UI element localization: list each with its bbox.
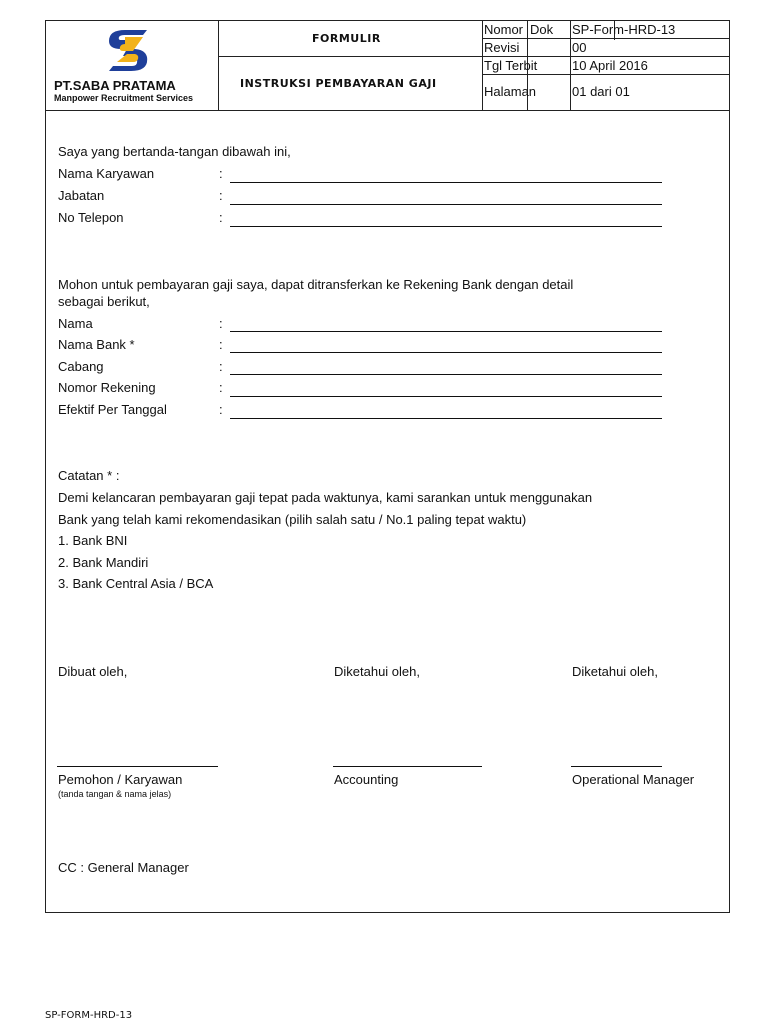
meta-value-revisi: 00 xyxy=(572,40,587,55)
colon: : xyxy=(219,380,223,395)
header-divider-logo xyxy=(218,20,219,110)
colon: : xyxy=(219,188,223,203)
signature-role-accounting: Accounting xyxy=(334,772,399,787)
meta-label-tgl-terbit: Tgl Terbit xyxy=(484,58,538,73)
efektif-per-tanggal-field[interactable] xyxy=(230,418,662,419)
nama-karyawan-field[interactable] xyxy=(230,182,662,183)
title-separator xyxy=(218,56,482,57)
label-nama-bank: Nama Bank * xyxy=(58,337,135,352)
company-tagline: Manpower Recruitment Services xyxy=(54,93,194,103)
footer-code: SP-FORM-HRD-13 xyxy=(45,1010,133,1021)
cabang-field[interactable] xyxy=(230,374,662,375)
section1-intro: Saya yang bertanda-tangan dibawah ini, xyxy=(58,144,291,159)
notes-line2: Bank yang telah kami rekomendasikan (pilih salah satu / No.1 paling tepat waktu) xyxy=(58,512,527,527)
notes-line1: Demi kelancaran pembayaran gaji tepat pada waktunya, kami sarankan untuk menggunakan xyxy=(58,490,593,505)
signature-heading-manager: Diketahui oleh, xyxy=(572,664,658,679)
section2-intro-line1: Mohon untuk pembayaran gaji saya, dapat ditransferkan ke Rekening Bank dengan detail xyxy=(58,277,574,292)
meta-label-nomor: Nomor xyxy=(484,22,524,37)
jabatan-field[interactable] xyxy=(230,204,662,205)
bank-option-1: 1. Bank BNI xyxy=(58,533,128,548)
notes-title: Catatan * : xyxy=(58,468,120,483)
signature-role-manager: Operational Manager xyxy=(572,772,695,787)
bank-option-3: 3. Bank Central Asia / BCA xyxy=(58,576,214,591)
label-no-telepon: No Telepon xyxy=(58,210,124,225)
label-efektif-per-tanggal: Efektif Per Tanggal xyxy=(58,402,167,417)
meta-value-halaman: 01 dari 01 xyxy=(572,84,630,99)
bank-option-2: 2. Bank Mandiri xyxy=(58,555,149,570)
label-jabatan: Jabatan xyxy=(58,188,105,203)
signature-line-manager[interactable] xyxy=(571,766,662,767)
colon: : xyxy=(219,210,223,225)
form-subtitle: INSTRUKSI PEMBAYARAN GAJI xyxy=(240,77,437,90)
label-nomor-rekening: Nomor Rekening xyxy=(58,380,156,395)
colon: : xyxy=(219,337,223,352)
meta-value-nomor-dok: SP-Form-HRD-13 xyxy=(572,22,676,37)
meta-label-halaman: Halaman xyxy=(484,84,537,99)
nomor-rekening-field[interactable] xyxy=(230,396,662,397)
company-logo-icon xyxy=(103,27,155,75)
signature-heading-accounting: Diketahui oleh, xyxy=(334,664,420,679)
label-nama: Nama xyxy=(58,316,93,331)
signature-role-pemohon: Pemohon / Karyawan xyxy=(58,772,183,787)
header-bottom-border xyxy=(45,110,730,111)
signature-line-accounting[interactable] xyxy=(333,766,482,767)
form-title: FORMULIR xyxy=(312,32,381,45)
label-cabang: Cabang xyxy=(58,359,104,374)
meta-label-revisi: Revisi xyxy=(484,40,520,55)
label-nama-karyawan: Nama Karyawan xyxy=(58,166,155,181)
signature-heading-dibuat: Dibuat oleh, xyxy=(58,664,128,679)
signature-note-pemohon: (tanda tangan & nama jelas) xyxy=(58,789,172,799)
section2-intro-line2: sebagai berikut, xyxy=(58,294,150,309)
header-divider-title xyxy=(482,20,483,110)
nama-field[interactable] xyxy=(230,331,662,332)
colon: : xyxy=(219,402,223,417)
meta-row-line-2 xyxy=(482,56,730,57)
meta-row-line-3 xyxy=(482,74,730,75)
signature-line-pemohon[interactable] xyxy=(57,766,218,767)
meta-label-dok: Dok xyxy=(530,22,554,37)
cc-line: CC : General Manager xyxy=(58,860,189,875)
colon: : xyxy=(219,166,223,181)
company-name: PT.SABA PRATAMA xyxy=(54,78,176,93)
colon: : xyxy=(219,359,223,374)
meta-value-tgl-terbit: 10 April 2016 xyxy=(572,58,648,73)
colon: : xyxy=(219,316,223,331)
header-divider-value xyxy=(570,20,571,110)
nama-bank-field[interactable] xyxy=(230,352,662,353)
no-telepon-field[interactable] xyxy=(230,226,662,227)
meta-row-line-1 xyxy=(482,38,730,39)
